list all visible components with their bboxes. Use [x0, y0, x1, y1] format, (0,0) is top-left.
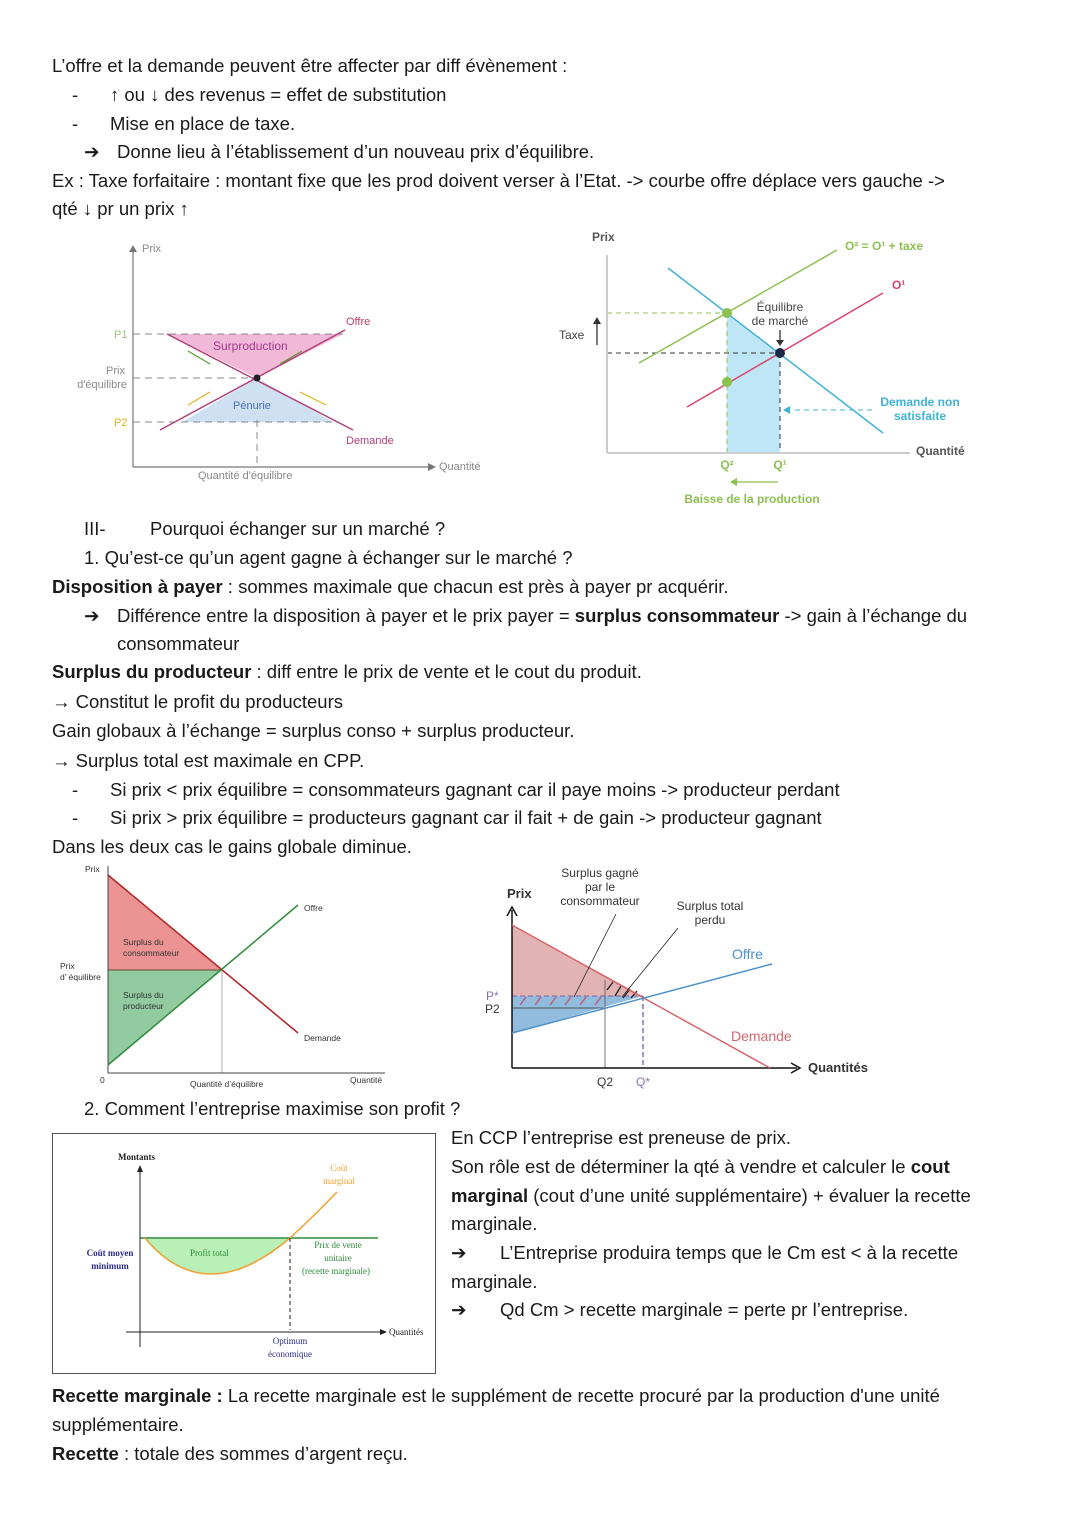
- consumer-surplus-line-2: consommateur: [117, 633, 240, 654]
- diagram-surplus: [55, 860, 395, 1095]
- unmet-demand-label: Demande non: [880, 395, 960, 409]
- diagram-surplus-loss: [480, 860, 880, 1095]
- tax-label: Taxe: [559, 328, 585, 342]
- loss-rule: Qd Cm > recette marginale = perte pr l’entreprise.: [500, 1299, 909, 1320]
- p2-label: P2: [485, 1002, 500, 1016]
- case-high-price: Si prix > prix équilibre = producteurs gagnant car il fait + de gain -> producteur gagnant: [110, 807, 822, 828]
- bullet-dash: -: [72, 807, 79, 828]
- diagram-surplus-shortage: [50, 230, 530, 490]
- producer-surplus-label: producteur: [123, 1001, 164, 1011]
- equilibrium-point: [254, 375, 261, 382]
- term: Surplus du producteur: [52, 661, 252, 682]
- supply-label: Offre: [346, 316, 371, 328]
- term: marginal: [451, 1185, 529, 1206]
- role-line: [451, 1155, 950, 1179]
- term: Recette: [52, 1443, 119, 1464]
- marginal-revenue-definition-2: supplémentaire.: [52, 1414, 184, 1435]
- demand-label: Demande: [304, 1033, 341, 1043]
- arrow-icon: ➔: [84, 141, 100, 162]
- role-line-2: [451, 1184, 971, 1208]
- production-drop-label: Baisse de la production: [684, 492, 820, 506]
- section-number: III-: [84, 518, 106, 539]
- p-star-label: P*: [486, 989, 499, 1003]
- o2-label: O² = O¹ + taxe: [845, 239, 924, 253]
- producer-surplus-label: Surplus du: [123, 990, 164, 1000]
- arrow-left-icon: [783, 406, 790, 414]
- supply-label: Offre: [732, 946, 763, 962]
- arrow-text: Donne lieu à l’établissement d’un nouveau prix d’équilibre.: [117, 141, 595, 162]
- x-axis-arrow-icon: [380, 1329, 387, 1335]
- arrow-down-icon: [776, 340, 784, 346]
- y-axis-label: Prix: [142, 243, 161, 255]
- optimum-label: Optimum: [272, 1336, 308, 1346]
- global-gain-line: Gain globaux à l’échange = surplus conso + surplus producteur.: [52, 720, 575, 741]
- arrow-up-icon: [593, 317, 601, 324]
- text: La recette marginale est le supplément de recette procuré par la production d'une unité: [222, 1385, 940, 1406]
- x-axis-label: Quantité: [350, 1075, 383, 1085]
- text: -> gain à l’échange du: [779, 605, 968, 626]
- arrow-icon: ➔: [451, 1299, 467, 1320]
- bullet-dash: -: [72, 779, 79, 800]
- eq-price-label: d'équilibre: [77, 379, 127, 391]
- equilibrium-point: [775, 348, 785, 358]
- x-axis-label: Quantité: [439, 461, 481, 473]
- y-axis-arrow-icon: [137, 1165, 143, 1172]
- demand-label: Demande: [731, 1028, 792, 1044]
- total-loss-label: Surplus total: [676, 899, 744, 913]
- wtp-term: Disposition à payer: [52, 576, 223, 597]
- x-axis-label: Quantités: [808, 1060, 868, 1075]
- o1-label: O¹: [892, 278, 906, 292]
- bullet-income: ↑ ou ↓ des revenus = effet de substitution: [110, 84, 447, 105]
- p2-label: P2: [114, 417, 128, 429]
- marginal-cost-label: Coût: [330, 1163, 348, 1173]
- bullet-dash: -: [72, 113, 79, 134]
- term: Recette marginale :: [52, 1385, 223, 1406]
- y-axis-label: Prix: [507, 886, 532, 901]
- diagram-tax: [550, 225, 990, 510]
- text: Son rôle est de déterminer la qté à vendre et calculer le: [451, 1156, 911, 1177]
- price-label: (recette marginale): [301, 1266, 371, 1276]
- optimum-label: économique: [268, 1349, 312, 1359]
- consumer-gain-label: par le: [584, 880, 616, 894]
- revenue-definition: [52, 1442, 408, 1466]
- y-axis-label: Prix: [592, 230, 615, 244]
- intro-line: L’offre et la demande peuvent être affecter par diff évènement :: [52, 55, 568, 76]
- avg-cost-label: Coût moyen: [86, 1248, 134, 1258]
- section-title: Pourquoi échanger sur un marché ?: [150, 518, 446, 539]
- q-star-label: Q*: [635, 1075, 651, 1089]
- consumer-surplus-line: [117, 604, 967, 628]
- text: Différence entre la disposition à payer et le prix payer =: [117, 605, 575, 626]
- example-line: Ex : Taxe forfaitaire : montant fixe que les prod doivent verser à l’Etat. -> courbe offre déplace vers gauche ->: [52, 170, 945, 191]
- x-axis-arrow-icon: [428, 463, 436, 471]
- price-taker-line: En CCP l’entreprise est preneuse de prix.: [451, 1127, 792, 1148]
- producer-surplus-definition: [52, 660, 642, 684]
- consumer-surplus-label: consommateur: [123, 948, 180, 958]
- term: cout: [910, 1156, 950, 1177]
- y-axis-label: Prix: [85, 864, 100, 874]
- example-line-2: qté ↓ pr un prix ↑: [52, 198, 189, 219]
- equilibrium-label: Équilibre: [756, 300, 804, 314]
- question-2: 2. Comment l’entreprise maximise son profit ?: [84, 1098, 461, 1119]
- arrow-left-icon: [730, 478, 737, 486]
- eq-qty-label: Quantité d'équilibre: [198, 470, 293, 482]
- total-loss-label: perdu: [694, 913, 726, 927]
- bullet-tax: Mise en place de taxe.: [110, 113, 296, 134]
- eq-price-label: Prix: [60, 961, 75, 971]
- marginal-cost-label: marginal: [323, 1176, 355, 1186]
- term: surplus consommateur: [574, 605, 780, 626]
- max-surplus-line: → Surplus total est maximale en CPP.: [52, 750, 365, 771]
- consumer-surplus-label: Surplus du: [123, 937, 164, 947]
- supply-label: Offre: [304, 903, 323, 913]
- produce-rule-2: marginale.: [451, 1271, 538, 1292]
- demand-label: Demande: [346, 435, 394, 447]
- p1-label: P1: [114, 329, 128, 341]
- q2-label: Q2: [596, 1075, 614, 1089]
- produce-rule: L’Entreprise produira temps que le Cm est < à la recette: [500, 1242, 959, 1263]
- consumer-gain-label: consommateur: [560, 894, 640, 908]
- arrow-icon: ➔: [84, 605, 100, 626]
- diagram-profit: [52, 1133, 437, 1375]
- eq-price-label: Prix: [106, 365, 125, 377]
- conclusion-line: Dans les deux cas le gains globale diminue.: [52, 836, 412, 857]
- y-axis-label: Montants: [118, 1152, 156, 1162]
- x-axis-label: Quantités: [389, 1327, 424, 1337]
- equilibrium-label: de marché: [751, 314, 809, 328]
- marginal-revenue-definition: [52, 1384, 940, 1408]
- text: : diff entre le prix de vente et le cout du produit.: [251, 661, 642, 682]
- new-equilibrium-point: [722, 308, 732, 318]
- arrow-icon: ➔: [451, 1242, 467, 1263]
- q1-label: Q¹: [773, 458, 787, 472]
- q2-label: Q²: [720, 458, 734, 472]
- profit-line: → Constitut le profit du producteurs: [52, 691, 344, 712]
- avg-cost-label: minimum: [91, 1261, 129, 1271]
- profit-label: Profit total: [190, 1248, 229, 1258]
- text: (cout d’une unité supplémentaire) + évaluer la recette: [528, 1185, 971, 1206]
- origin-label: 0: [100, 1075, 105, 1085]
- wtp-definition: [52, 575, 729, 599]
- eq-price-label: d’ équilibre: [60, 972, 101, 982]
- text: : totale des sommes d’argent reçu.: [118, 1443, 408, 1464]
- price-label: unitaire: [324, 1253, 352, 1263]
- surplus-label: Surproduction: [213, 339, 288, 353]
- price-label: Prix de vente: [314, 1240, 362, 1250]
- shortage-label: Pénurie: [233, 400, 271, 412]
- bullet-dash: -: [72, 84, 79, 105]
- case-low-price: Si prix < prix équilibre = consommateurs gagnant car il paye moins -> producteur perdant: [110, 779, 840, 800]
- x-axis-label: Quantité: [916, 444, 965, 458]
- question-1: 1. Qu’est-ce qu’un agent gagne à échanger sur le marché ?: [84, 547, 573, 568]
- role-line-3: marginale.: [451, 1213, 538, 1234]
- consumer-gain-label: Surplus gagné: [561, 866, 639, 880]
- eq-qty-label: Quantité d’équilibre: [190, 1079, 264, 1089]
- wtp-text: : sommes maximale que chacun est près à payer pr acquérir.: [222, 576, 729, 597]
- unmet-demand-label: satisfaite: [893, 409, 947, 423]
- y-axis-arrow-icon: [129, 245, 137, 252]
- producer-price-point: [722, 377, 732, 387]
